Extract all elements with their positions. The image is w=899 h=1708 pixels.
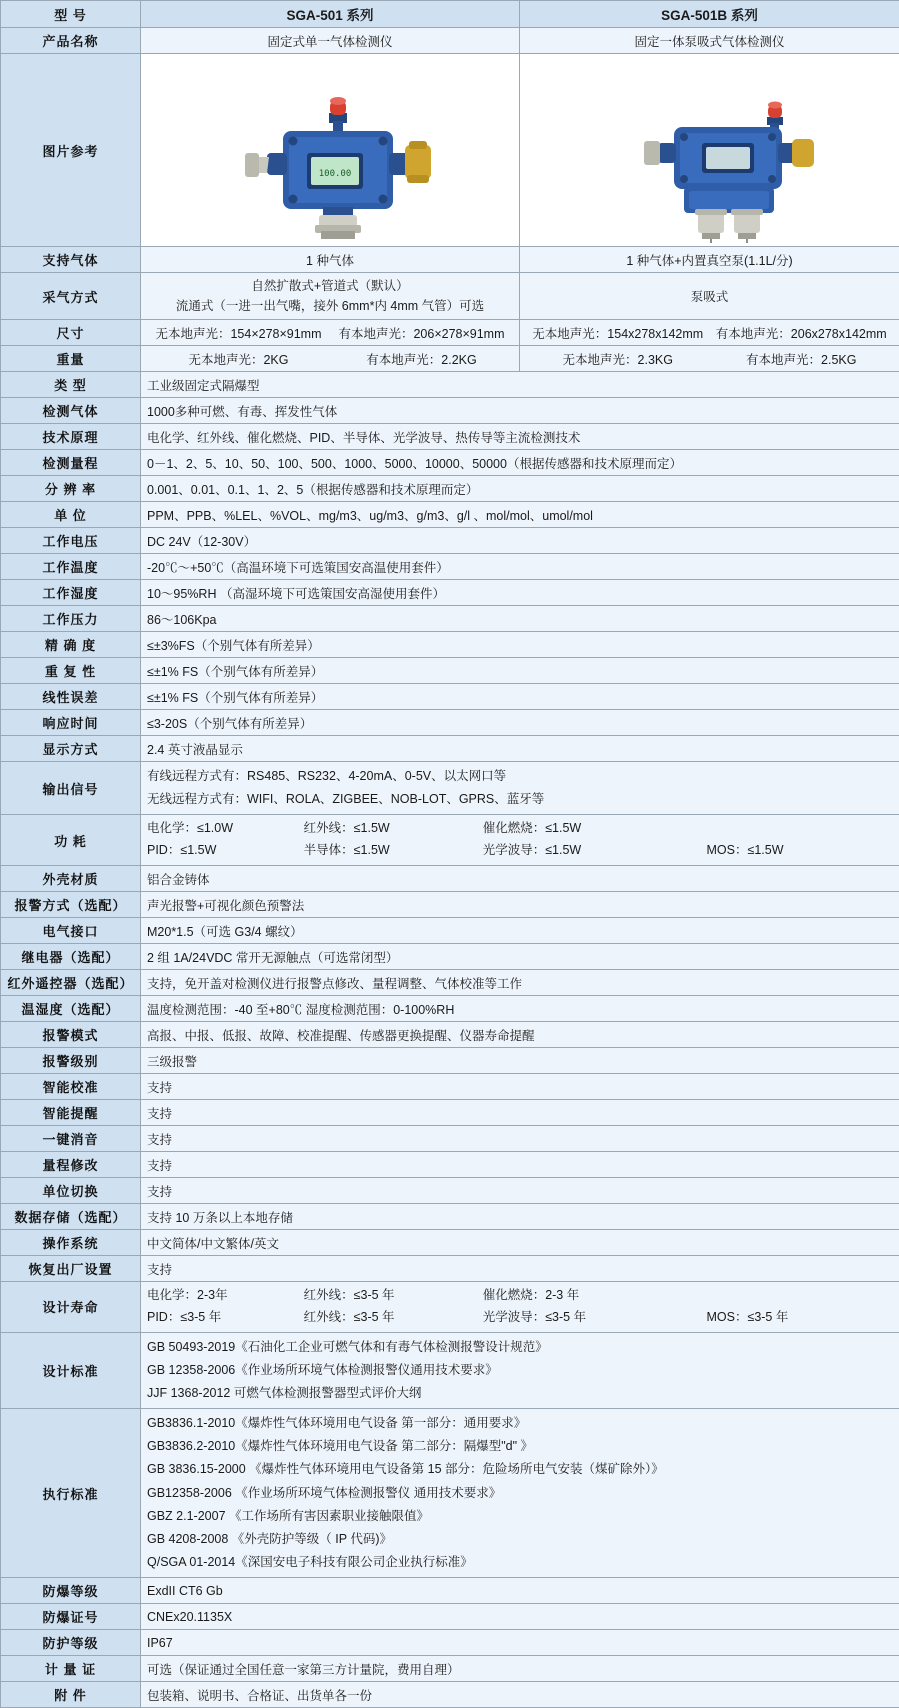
table-row bbox=[1, 970, 899, 996]
life-item: 催化燃烧：2-3 年 bbox=[483, 1285, 707, 1307]
table-row bbox=[1, 658, 899, 684]
linearity-value: ≤±1% FS（个别气体有所差异） bbox=[141, 684, 899, 710]
execution-standard-line: GBZ 2.1-2007 《工作场所有害因素职业接触限值》 bbox=[147, 1505, 893, 1528]
size-no-alarm-col2: 无本地声光：154x278x142mm bbox=[526, 324, 710, 342]
pump-suction-gas-detector-image bbox=[526, 57, 893, 243]
row-label-power: 功 耗 bbox=[1, 815, 141, 866]
size-with-alarm-col1: 有本地声光：206×278×91mm bbox=[330, 324, 513, 342]
power-item: MOS：≤1.5W bbox=[706, 840, 893, 862]
size-no-alarm-col1: 无本地声光：154×278×91mm bbox=[147, 324, 330, 342]
accessory-value: 包装箱、说明书、合格证、出货单各一份 bbox=[141, 1682, 899, 1708]
table-row bbox=[1, 892, 899, 918]
row-label-range: 检测量程 bbox=[1, 450, 141, 476]
table-row bbox=[1, 528, 899, 554]
table-row bbox=[1, 450, 899, 476]
row-label-metrology-cert: 计 量 证 bbox=[1, 1656, 141, 1682]
detect-gas-value: 1000多种可燃、有毒、挥发性气体 bbox=[141, 398, 899, 424]
sampling-col1 bbox=[141, 273, 520, 320]
row-label-linearity: 线性误差 bbox=[1, 684, 141, 710]
weight-with-alarm-col2: 有本地声光：2.5KG bbox=[710, 350, 894, 368]
range-value: 0－1、2、5、10、50、100、500、1000、5000、10000、50000（根据传感器和技术原理而定） bbox=[141, 450, 899, 476]
support-gas-col2: 1 种气体+内置真空泵(1.1L/分) bbox=[520, 247, 899, 273]
design-life-value bbox=[141, 1282, 899, 1333]
execution-standard-line: Q/SGA 01-2014《深国安电子科技有限公司企业执行标准》 bbox=[147, 1551, 893, 1574]
row-label-repeatability: 重 复 性 bbox=[1, 658, 141, 684]
alarm-level-value: 三级报警 bbox=[141, 1048, 899, 1074]
table-row bbox=[1, 762, 899, 815]
row-label-unit: 单 位 bbox=[1, 502, 141, 528]
table-row bbox=[1, 1022, 899, 1048]
header-col2-model: SGA-501B 系列 bbox=[520, 1, 899, 28]
life-item: 红外线：≤3-5 年 bbox=[304, 1285, 483, 1307]
table-row bbox=[1, 1048, 899, 1074]
row-label-type: 类 型 bbox=[1, 372, 141, 398]
execution-standard-line: GB3836.2-2010《爆炸性气体环境用电气设备 第二部分：隔爆型"d" 》 bbox=[147, 1435, 893, 1458]
size-col2 bbox=[520, 320, 899, 346]
range-modify-value: 支持 bbox=[141, 1152, 899, 1178]
power-item: 半导体：≤1.5W bbox=[304, 840, 483, 862]
power-item: 催化燃烧：≤1.5W bbox=[483, 818, 707, 840]
table-row bbox=[1, 28, 899, 54]
table-row bbox=[1, 1126, 899, 1152]
size-with-alarm-col2: 有本地声光：206x278x142mm bbox=[710, 324, 894, 342]
table-row bbox=[1, 996, 899, 1022]
row-label-pressure: 工作压力 bbox=[1, 606, 141, 632]
power-item: 红外线：≤1.5W bbox=[304, 818, 483, 840]
row-label-support-gas: 支持气体 bbox=[1, 247, 141, 273]
row-label-ir-remote: 红外遥控器（选配） bbox=[1, 970, 141, 996]
design-standard-line: GB 50493-2019《石油化工企业可燃气体和有毒气体检测报警设计规范》 bbox=[147, 1336, 893, 1359]
temp-humidity-optional-value: 温度检测范围：-40 至+80℃ 湿度检测范围：0-100%RH bbox=[141, 996, 899, 1022]
voltage-value: DC 24V（12-30V） bbox=[141, 528, 899, 554]
row-label-image-reference: 图片参考 bbox=[1, 54, 141, 247]
table-row bbox=[1, 736, 899, 762]
response-value: ≤3-20S（个别气体有所差异） bbox=[141, 710, 899, 736]
row-label-relay: 继电器（选配） bbox=[1, 944, 141, 970]
operating-system-value: 中文简体/中文繁体/英文 bbox=[141, 1230, 899, 1256]
row-label-alarm-mode: 报警模式 bbox=[1, 1022, 141, 1048]
execution-standard-line: GB 3836.15-2000 《爆炸性气体环境用电气设备第 15 部分：危险场所电气安装（煤矿除外）》 bbox=[147, 1458, 893, 1481]
relay-value: 2 组 1A/24VDC 常开无源触点（可选常闭型） bbox=[141, 944, 899, 970]
table-row bbox=[1, 554, 899, 580]
sampling-col2: 泵吸式 bbox=[520, 273, 899, 320]
weight-with-alarm-col1: 有本地声光：2.2KG bbox=[330, 350, 513, 368]
accuracy-value: ≤±3%FS（个别气体有所差异） bbox=[141, 632, 899, 658]
row-label-electrical-interface: 电气接口 bbox=[1, 918, 141, 944]
row-label-accessory: 附 件 bbox=[1, 1682, 141, 1708]
row-label-alarm-level: 报警级别 bbox=[1, 1048, 141, 1074]
row-label-one-key-mute: 一键消音 bbox=[1, 1126, 141, 1152]
pressure-value: 86～106Kpa bbox=[141, 606, 899, 632]
product-name-col1: 固定式单一气体检测仪 bbox=[141, 28, 520, 54]
header-col1-model: SGA-501 系列 bbox=[141, 1, 520, 28]
table-row bbox=[1, 580, 899, 606]
row-label-ip-level: 防护等级 bbox=[1, 1630, 141, 1656]
table-row bbox=[1, 944, 899, 970]
metrology-cert-value: 可选（保证通过全国任意一家第三方计量院，费用自理） bbox=[141, 1656, 899, 1682]
row-label-shell: 外壳材质 bbox=[1, 866, 141, 892]
table-row bbox=[1, 346, 899, 372]
execution-standard-line: GB3836.1-2010《爆炸性气体环境用电气设备 第一部分：通用要求》 bbox=[147, 1412, 893, 1435]
explosion-proof-cert-value: CNEx20.1135X bbox=[141, 1604, 899, 1630]
output-line-wired: 有线远程方式有：RS485、RS232、4-20mA、0-5V、以太网口等 bbox=[147, 765, 893, 788]
life-item: 光学波导：≤3-5 年 bbox=[483, 1307, 707, 1329]
ip-level-value: IP67 bbox=[141, 1630, 899, 1656]
resolution-value: 0.001、0.01、0.1、1、2、5（根据传感器和技术原理而定） bbox=[141, 476, 899, 502]
row-label-resolution: 分 辨 率 bbox=[1, 476, 141, 502]
smart-calibration-value: 支持 bbox=[141, 1074, 899, 1100]
weight-col2 bbox=[520, 346, 899, 372]
row-label-smart-reminder: 智能提醒 bbox=[1, 1100, 141, 1126]
sampling-col1-line1: 自然扩散式+管道式（默认） bbox=[147, 276, 513, 296]
power-item bbox=[706, 818, 893, 840]
unit-switch-value: 支持 bbox=[141, 1178, 899, 1204]
table-row bbox=[1, 247, 899, 273]
electrical-interface-value: M20*1.5（可选 G3/4 螺纹） bbox=[141, 918, 899, 944]
table-row bbox=[1, 1282, 899, 1333]
row-label-factory-reset: 恢复出厂设置 bbox=[1, 1256, 141, 1282]
table-row bbox=[1, 398, 899, 424]
alarm-mode-optional-value: 声光报警+可视化颜色预警法 bbox=[141, 892, 899, 918]
type-value: 工业级固定式隔爆型 bbox=[141, 372, 899, 398]
row-label-model: 型 号 bbox=[1, 1, 141, 28]
table-row bbox=[1, 1204, 899, 1230]
execution-standard-line: GB12358-2006 《作业场所环境气体检测报警仪 通用技术要求》 bbox=[147, 1482, 893, 1505]
life-item: 电化学：2-3年 bbox=[147, 1285, 304, 1307]
detector-left-svg bbox=[147, 57, 526, 243]
table-row bbox=[1, 606, 899, 632]
table-row bbox=[1, 1, 899, 28]
fixed-single-gas-detector-image bbox=[147, 57, 513, 243]
data-storage-optional-value: 支持 10 万条以上本地存储 bbox=[141, 1204, 899, 1230]
row-label-temp-humidity-optional: 温湿度（选配） bbox=[1, 996, 141, 1022]
size-col1 bbox=[141, 320, 520, 346]
row-label-weight: 重量 bbox=[1, 346, 141, 372]
explosion-proof-level-value: ExdII CT6 Gb bbox=[141, 1578, 899, 1604]
row-label-humidity: 工作湿度 bbox=[1, 580, 141, 606]
unit-value: PPM、PPB、%LEL、%VOL、mg/m3、ug/m3、g/m3、g/l 、mol/mol、umol/mol bbox=[141, 502, 899, 528]
execution-standard-value bbox=[141, 1409, 899, 1578]
principle-value: 电化学、红外线、催化燃烧、PID、半导体、光学波导、热传导等主流检测技术 bbox=[141, 424, 899, 450]
support-gas-col1: 1 种气体 bbox=[141, 247, 520, 273]
row-label-output: 输出信号 bbox=[1, 762, 141, 815]
table-row bbox=[1, 1682, 899, 1708]
table-row bbox=[1, 1178, 899, 1204]
row-label-design-standard: 设计标准 bbox=[1, 1332, 141, 1408]
row-label-unit-switch: 单位切换 bbox=[1, 1178, 141, 1204]
life-item bbox=[706, 1285, 893, 1307]
life-item: 红外线：≤3-5 年 bbox=[304, 1307, 483, 1329]
row-label-response: 响应时间 bbox=[1, 710, 141, 736]
table-row bbox=[1, 1332, 899, 1408]
power-item: 电化学：≤1.0W bbox=[147, 818, 304, 840]
weight-no-alarm-col2: 无本地声光：2.3KG bbox=[526, 350, 710, 368]
svg-text:100.00: 100.00 bbox=[319, 169, 352, 179]
sampling-col1-line2: 流通式（一进一出气嘴，接外 6mm*内 4mm 气管）可选 bbox=[147, 296, 513, 316]
product-name-col2: 固定一体泵吸式气体检测仪 bbox=[520, 28, 899, 54]
table-row bbox=[1, 320, 899, 346]
table-row bbox=[1, 1230, 899, 1256]
row-label-execution-standard: 执行标准 bbox=[1, 1409, 141, 1578]
power-item: 光学波导：≤1.5W bbox=[483, 840, 707, 862]
table-row bbox=[1, 710, 899, 736]
table-row bbox=[1, 1256, 899, 1282]
table-row bbox=[1, 1152, 899, 1178]
table-row-images bbox=[1, 54, 899, 247]
weight-no-alarm-col1: 无本地声光：2KG bbox=[147, 350, 330, 368]
table-row bbox=[1, 476, 899, 502]
alarm-mode-value: 高报、中报、低报、故障、校准提醒、传感器更换提醒、仪器寿命提醒 bbox=[141, 1022, 899, 1048]
row-label-temperature: 工作温度 bbox=[1, 554, 141, 580]
table-row bbox=[1, 866, 899, 892]
row-label-operating-system: 操作系统 bbox=[1, 1230, 141, 1256]
row-label-design-life: 设计寿命 bbox=[1, 1282, 141, 1333]
detector-right-svg bbox=[526, 57, 899, 243]
design-standard-line: JJF 1368-2012 可燃气体检测报警器型式评价大纲 bbox=[147, 1382, 893, 1405]
row-label-explosion-proof-level: 防爆等级 bbox=[1, 1578, 141, 1604]
output-line-wireless: 无线远程方式有：WIFI、ROLA、ZIGBEE、NOB-LOT、GPRS、蓝牙等 bbox=[147, 788, 893, 811]
table-row bbox=[1, 1630, 899, 1656]
table-row bbox=[1, 1100, 899, 1126]
row-label-display: 显示方式 bbox=[1, 736, 141, 762]
table-row bbox=[1, 918, 899, 944]
repeatability-value: ≤±1% FS（个别气体有所差异） bbox=[141, 658, 899, 684]
image-cell-left bbox=[141, 54, 520, 247]
row-label-product-name: 产品名称 bbox=[1, 28, 141, 54]
factory-reset-value: 支持 bbox=[141, 1256, 899, 1282]
row-label-sampling: 采气方式 bbox=[1, 273, 141, 320]
table-row bbox=[1, 502, 899, 528]
weight-col1 bbox=[141, 346, 520, 372]
design-standard-value bbox=[141, 1332, 899, 1408]
table-row bbox=[1, 1604, 899, 1630]
table-row bbox=[1, 424, 899, 450]
one-key-mute-value: 支持 bbox=[141, 1126, 899, 1152]
table-row bbox=[1, 273, 899, 320]
table-row bbox=[1, 1656, 899, 1682]
table-row bbox=[1, 1409, 899, 1578]
row-label-alarm-mode-optional: 报警方式（选配） bbox=[1, 892, 141, 918]
row-label-data-storage-optional: 数据存储（选配） bbox=[1, 1204, 141, 1230]
execution-standard-line: GB 4208-2008 《外壳防护等级（ IP 代码)》 bbox=[147, 1528, 893, 1551]
table-row bbox=[1, 684, 899, 710]
row-label-principle: 技术原理 bbox=[1, 424, 141, 450]
table-row bbox=[1, 815, 899, 866]
design-standard-line: GB 12358-2006《作业场所环境气体检测报警仪通用技术要求》 bbox=[147, 1359, 893, 1382]
row-label-accuracy: 精 确 度 bbox=[1, 632, 141, 658]
table-row bbox=[1, 632, 899, 658]
output-value bbox=[141, 762, 899, 815]
life-item: PID：≤3-5 年 bbox=[147, 1307, 304, 1329]
shell-value: 铝合金铸体 bbox=[141, 866, 899, 892]
power-value bbox=[141, 815, 899, 866]
row-label-detect-gas: 检测气体 bbox=[1, 398, 141, 424]
ir-remote-value: 支持，免开盖对检测仪进行报警点修改、量程调整、气体校准等工作 bbox=[141, 970, 899, 996]
smart-reminder-value: 支持 bbox=[141, 1100, 899, 1126]
row-label-range-modify: 量程修改 bbox=[1, 1152, 141, 1178]
table-row bbox=[1, 1074, 899, 1100]
power-item: PID：≤1.5W bbox=[147, 840, 304, 862]
table-row bbox=[1, 372, 899, 398]
life-item: MOS：≤3-5 年 bbox=[706, 1307, 893, 1329]
table-row bbox=[1, 1578, 899, 1604]
row-label-voltage: 工作电压 bbox=[1, 528, 141, 554]
row-label-smart-calibration: 智能校准 bbox=[1, 1074, 141, 1100]
row-label-size: 尺寸 bbox=[1, 320, 141, 346]
display-value: 2.4 英寸液晶显示 bbox=[141, 736, 899, 762]
image-cell-right bbox=[520, 54, 899, 247]
temperature-value: -20℃～+50℃（高温环境下可选策国安高温使用套件） bbox=[141, 554, 899, 580]
humidity-value: 10～95%RH （高湿环境下可选策国安高湿使用套件） bbox=[141, 580, 899, 606]
row-label-explosion-proof-cert: 防爆证号 bbox=[1, 1604, 141, 1630]
